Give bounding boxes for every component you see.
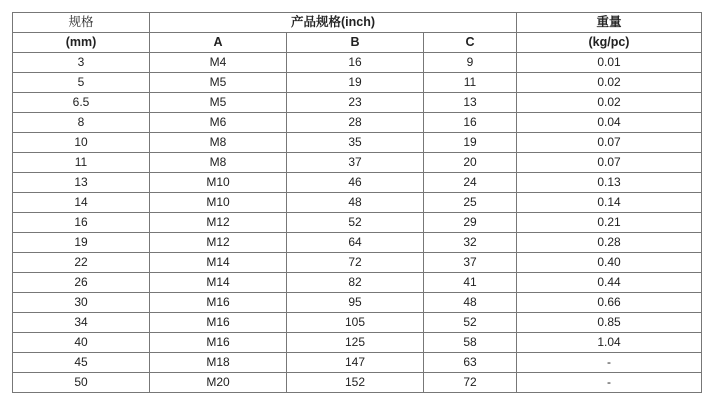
cell-size: 34 — [13, 313, 150, 333]
cell-weight: 0.21 — [517, 213, 702, 233]
cell-a: M8 — [150, 153, 287, 173]
cell-weight: 0.40 — [517, 253, 702, 273]
cell-b: 48 — [287, 193, 424, 213]
cell-size: 13 — [13, 173, 150, 193]
cell-size: 26 — [13, 273, 150, 293]
header-col-a: A — [150, 33, 287, 53]
cell-size: 10 — [13, 133, 150, 153]
cell-b: 52 — [287, 213, 424, 233]
cell-weight: 0.02 — [517, 93, 702, 113]
table-row — [13, 113, 702, 133]
cell-weight: 0.02 — [517, 73, 702, 93]
header-col-c: C — [424, 33, 517, 53]
cell-a: M8 — [150, 133, 287, 153]
table-row — [13, 193, 702, 213]
cell-b: 95 — [287, 293, 424, 313]
cell-a: M5 — [150, 73, 287, 93]
cell-c: 13 — [424, 93, 517, 113]
cell-weight: 0.44 — [517, 273, 702, 293]
table-row — [13, 213, 702, 233]
cell-size: 6.5 — [13, 93, 150, 113]
cell-b: 28 — [287, 113, 424, 133]
cell-c: 25 — [424, 193, 517, 213]
cell-size: 8 — [13, 113, 150, 133]
cell-a: M12 — [150, 233, 287, 253]
cell-c: 20 — [424, 153, 517, 173]
cell-c: 16 — [424, 113, 517, 133]
cell-a: M16 — [150, 333, 287, 353]
cell-a: M10 — [150, 193, 287, 213]
header-row-1 — [13, 13, 702, 33]
cell-size: 30 — [13, 293, 150, 313]
cell-b: 147 — [287, 353, 424, 373]
cell-c: 48 — [424, 293, 517, 313]
cell-size: 14 — [13, 193, 150, 213]
cell-c: 11 — [424, 73, 517, 93]
cell-size: 45 — [13, 353, 150, 373]
cell-weight: 0.07 — [517, 153, 702, 173]
cell-a: M6 — [150, 113, 287, 133]
cell-b: 152 — [287, 373, 424, 393]
table-row — [13, 313, 702, 333]
cell-weight: 0.13 — [517, 173, 702, 193]
cell-a: M5 — [150, 93, 287, 113]
cell-size: 19 — [13, 233, 150, 253]
header-size-unit: (mm) — [13, 33, 150, 53]
cell-c: 19 — [424, 133, 517, 153]
cell-weight: 0.85 — [517, 313, 702, 333]
table-header — [13, 13, 702, 53]
cell-b: 82 — [287, 273, 424, 293]
header-weight-unit: (kg/pc) — [517, 33, 702, 53]
cell-b: 23 — [287, 93, 424, 113]
cell-a: M18 — [150, 353, 287, 373]
header-col-b: B — [287, 33, 424, 53]
cell-a: M16 — [150, 293, 287, 313]
cell-b: 16 — [287, 53, 424, 73]
cell-weight: 1.04 — [517, 333, 702, 353]
header-size: 规格 — [13, 13, 150, 33]
table-row — [13, 153, 702, 173]
table-row — [13, 73, 702, 93]
cell-size: 3 — [13, 53, 150, 73]
cell-b: 64 — [287, 233, 424, 253]
cell-c: 32 — [424, 233, 517, 253]
table-row — [13, 293, 702, 313]
cell-weight: 0.28 — [517, 233, 702, 253]
cell-c: 41 — [424, 273, 517, 293]
cell-weight: 0.07 — [517, 133, 702, 153]
cell-b: 105 — [287, 313, 424, 333]
table-body — [13, 53, 702, 393]
table-row — [13, 93, 702, 113]
header-product-spec: 产品规格(inch) — [150, 13, 517, 33]
cell-size: 5 — [13, 73, 150, 93]
cell-c: 63 — [424, 353, 517, 373]
table-row — [13, 233, 702, 253]
cell-c: 72 — [424, 373, 517, 393]
cell-a: M14 — [150, 273, 287, 293]
table-row — [13, 253, 702, 273]
header-weight: 重量 — [517, 13, 702, 33]
table-row — [13, 353, 702, 373]
cell-weight: - — [517, 373, 702, 393]
cell-a: M16 — [150, 313, 287, 333]
cell-b: 37 — [287, 153, 424, 173]
cell-b: 35 — [287, 133, 424, 153]
cell-b: 46 — [287, 173, 424, 193]
table-row — [13, 133, 702, 153]
spec-table — [12, 12, 702, 393]
table-row — [13, 173, 702, 193]
cell-weight: 0.04 — [517, 113, 702, 133]
cell-weight: 0.14 — [517, 193, 702, 213]
cell-c: 37 — [424, 253, 517, 273]
cell-size: 16 — [13, 213, 150, 233]
cell-c: 58 — [424, 333, 517, 353]
cell-size: 22 — [13, 253, 150, 273]
cell-c: 29 — [424, 213, 517, 233]
table-row — [13, 373, 702, 393]
cell-a: M20 — [150, 373, 287, 393]
cell-weight: 0.01 — [517, 53, 702, 73]
cell-a: M14 — [150, 253, 287, 273]
cell-weight: - — [517, 353, 702, 373]
cell-a: M10 — [150, 173, 287, 193]
cell-c: 24 — [424, 173, 517, 193]
cell-weight: 0.66 — [517, 293, 702, 313]
cell-b: 19 — [287, 73, 424, 93]
header-row-2 — [13, 33, 702, 53]
cell-c: 52 — [424, 313, 517, 333]
cell-b: 72 — [287, 253, 424, 273]
cell-a: M4 — [150, 53, 287, 73]
table-row — [13, 333, 702, 353]
cell-size: 50 — [13, 373, 150, 393]
cell-size: 40 — [13, 333, 150, 353]
cell-a: M12 — [150, 213, 287, 233]
cell-size: 11 — [13, 153, 150, 173]
table-row — [13, 273, 702, 293]
table-row — [13, 53, 702, 73]
cell-c: 9 — [424, 53, 517, 73]
cell-b: 125 — [287, 333, 424, 353]
